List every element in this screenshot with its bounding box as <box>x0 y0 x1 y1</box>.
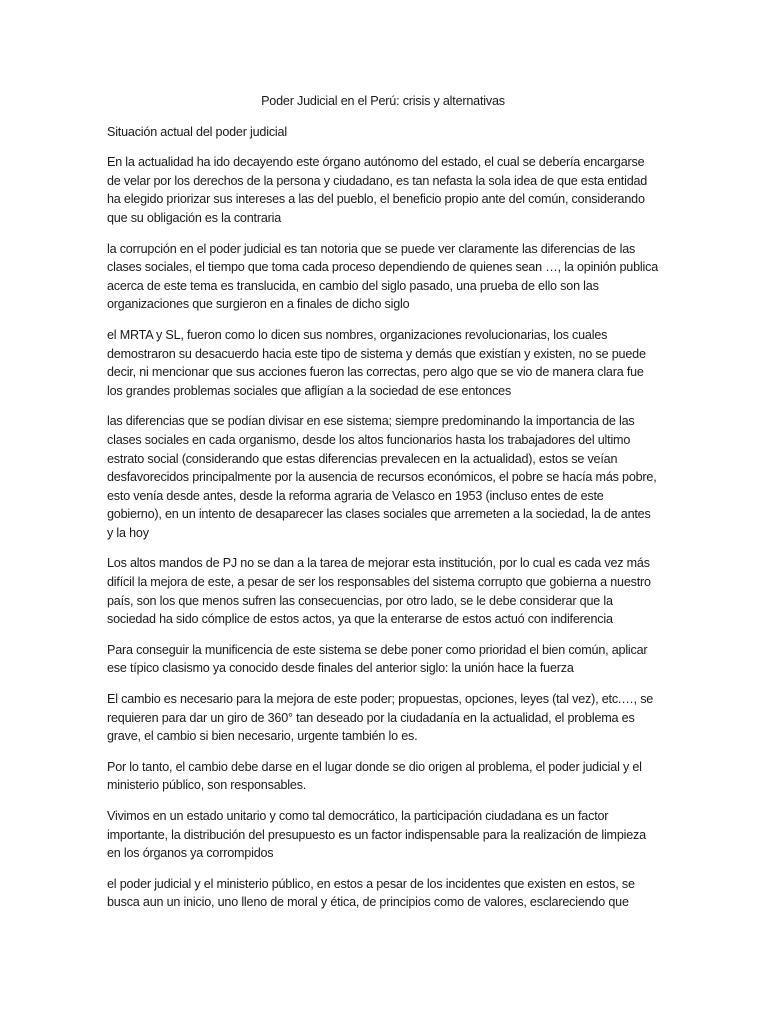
paragraph-2: la corrupción en el poder judicial es tan notoria que se puede ver claramente las diferencias de las clases sociales, el tiempo que toma cada proceso dependiendo de quienes sean …, la opinión publica acerca de este tema es translucida, en cambio del siglo pasado, una prueba de ello son las organizaciones que surgieron en a finales de dicho siglo <box>107 241 658 312</box>
paragraph-4: las diferencias que se podían divisar en ese sistema; siempre predominando la importancia de las clases sociales en cada organismo, desde los altos funcionarios hasta los trabajadores del ultimo estrato social (considerando que estas diferencias prevalecen en la actualidad), estos se veían desfavorecidos principalmente por la ausencia de recursos económicos, el pobre se hacía más pobre, esto venía desde antes, desde la reforma agraria de Velasco en 1953 (incluso entes de este gobierno), en un intento de desaparecer las clases sociales que arremeten a la sociedad, la de antes y la hoy <box>107 414 657 540</box>
paragraph-6: Para conseguir la munificencia de este sistema se debe poner como prioridad el bien común, aplicar ese típico clasismo ya conocido desde finales del anterior siglo: la unión hace la fuerza <box>107 642 648 676</box>
paragraph-9: Vivimos en un estado unitario y como tal democrático, la participación ciudadana es un factor importante, la distribución del presupuesto es un factor indispensable para la realización de limpieza en los órganos ya corrompidos <box>107 809 646 861</box>
section-heading: Situación actual del poder judicial <box>107 124 287 139</box>
paragraph-1: En la actualidad ha ido decayendo este órgano autónomo del estado, el cual se debería encargarse de velar por los derechos de la persona y ciudadano, es tan nefasta la sola idea de que esta entidad ha elegido priorizar sus intereses a las del pueblo, el beneficio propio ante del común, considerando que su obligación es la contraria <box>107 155 648 225</box>
document-title: Poder Judicial en el Perú: crisis y alternativas <box>261 94 505 108</box>
paragraph-7: El cambio es necesario para la mejora de este poder; propuestas, opciones, leyes (tal vez), etc.…, se requieren para dar un giro de 360° tan deseado por la ciudadanía en la actualidad, el problema es grave, el cambio si bien necesario, urgente también lo es. <box>107 692 654 744</box>
paragraph-8: Por lo tanto, el cambio debe darse en el lugar donde se dio origen al problema, el poder judicial y el ministerio público, son responsables. <box>107 759 642 793</box>
paragraph-10: el poder judicial y el ministerio público, en estos a pesar de los incidentes que existen en estos, se busca aun un inicio, uno lleno de moral y ética, de principios como de valores, esclareciendo que <box>107 876 635 910</box>
document-page <box>107 92 659 924</box>
paragraph-5: Los altos mandos de PJ no se dan a la tarea de mejorar esta institución, por lo cual es cada vez más difícil la mejora de este, a pesar de ser los responsables del sistema corrupto que gobierna a nuestro país, son los que menos sufren las consecuencias, por otro lado, se le debe considerar que la sociedad ha sido cómplice de estos actos, ya que la enterarse de estos actuó con indiferencia <box>107 556 651 627</box>
paragraph-3: el MRTA y SL, fueron como lo dicen sus nombres, organizaciones revolucionarias, los cuales demostraron su desacuerdo hacia este tipo de sistema y demás que existían y existen, no se puede decir, ni mencionar que sus acciones fueron las correctas, pero algo que se vio de manera clara fue los grandes problemas sociales que afligían a la sociedad de ese entonces <box>107 327 646 398</box>
